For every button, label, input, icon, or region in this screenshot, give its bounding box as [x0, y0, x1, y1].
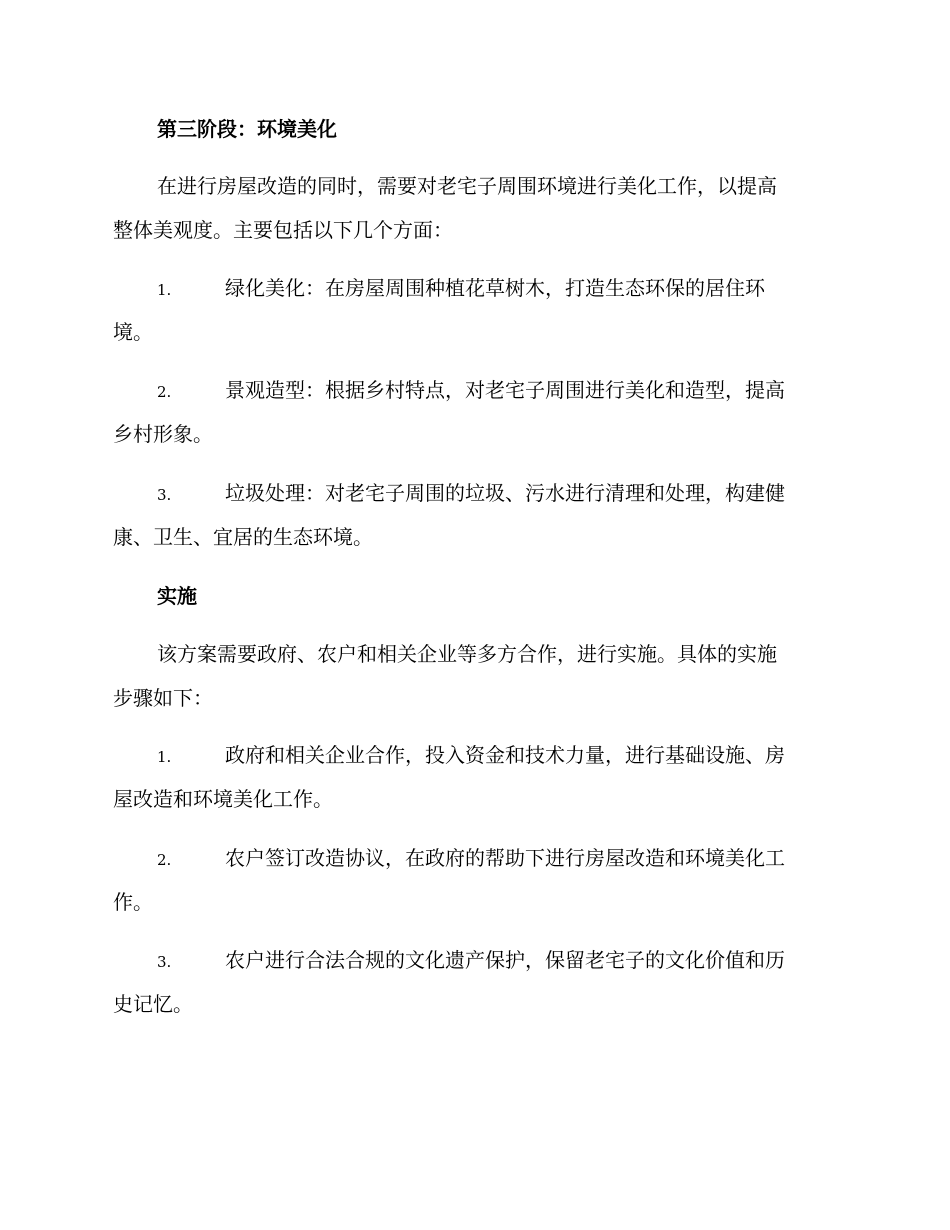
list-item — [113, 733, 843, 821]
list-number: 1. — [157, 748, 172, 766]
paragraph-line: 步骤如下： — [113, 686, 213, 710]
list-item-text: 垃圾处理：对老宅子周围的垃圾、污水进行清理和处理，构建健 — [225, 481, 785, 505]
list-item-text-continued: 作。 — [113, 890, 153, 914]
list-item — [113, 266, 843, 354]
list-item-text-continued: 康、卫生、宜居的生态环境。 — [113, 525, 373, 549]
implementation-intro-paragraph — [113, 632, 843, 720]
section-heading-stage3: 第三阶段：环境美化 — [157, 117, 337, 141]
section-heading-implementation: 实施 — [157, 584, 197, 608]
list-item-text: 农户签订改造协议，在政府的帮助下进行房屋改造和环境美化工 — [225, 846, 785, 870]
list-item — [113, 471, 843, 559]
list-number: 1. — [157, 281, 172, 299]
list-number: 2. — [157, 851, 172, 869]
list-item-text-continued: 境。 — [113, 320, 153, 344]
list-item — [113, 938, 843, 1026]
list-item-text-continued: 乡村形象。 — [113, 422, 213, 446]
list-item-text: 景观造型：根据乡村特点，对老宅子周围进行美化和造型，提高 — [225, 378, 785, 402]
list-item — [113, 836, 843, 924]
paragraph-line: 在进行房屋改造的同时，需要对老宅子周围环境进行美化工作，以提高 — [157, 174, 777, 198]
list-number: 3. — [157, 486, 172, 504]
list-item-text: 农户进行合法合规的文化遗产保护，保留老宅子的文化价值和历 — [225, 948, 785, 972]
list-number: 2. — [157, 383, 172, 401]
list-item-text-continued: 史记忆。 — [113, 992, 193, 1016]
list-item-text-continued: 屋改造和环境美化工作。 — [113, 787, 333, 811]
list-number: 3. — [157, 953, 172, 971]
section3-intro-paragraph — [113, 164, 843, 252]
paragraph-line: 整体美观度。主要包括以下几个方面： — [113, 218, 453, 242]
list-item — [113, 368, 843, 456]
paragraph-line: 该方案需要政府、农户和相关企业等多方合作，进行实施。具体的实施 — [157, 642, 777, 666]
list-item-text: 绿化美化：在房屋周围种植花草树木，打造生态环保的居住环 — [225, 276, 765, 300]
list-item-text: 政府和相关企业合作，投入资金和技术力量，进行基础设施、房 — [225, 743, 785, 767]
